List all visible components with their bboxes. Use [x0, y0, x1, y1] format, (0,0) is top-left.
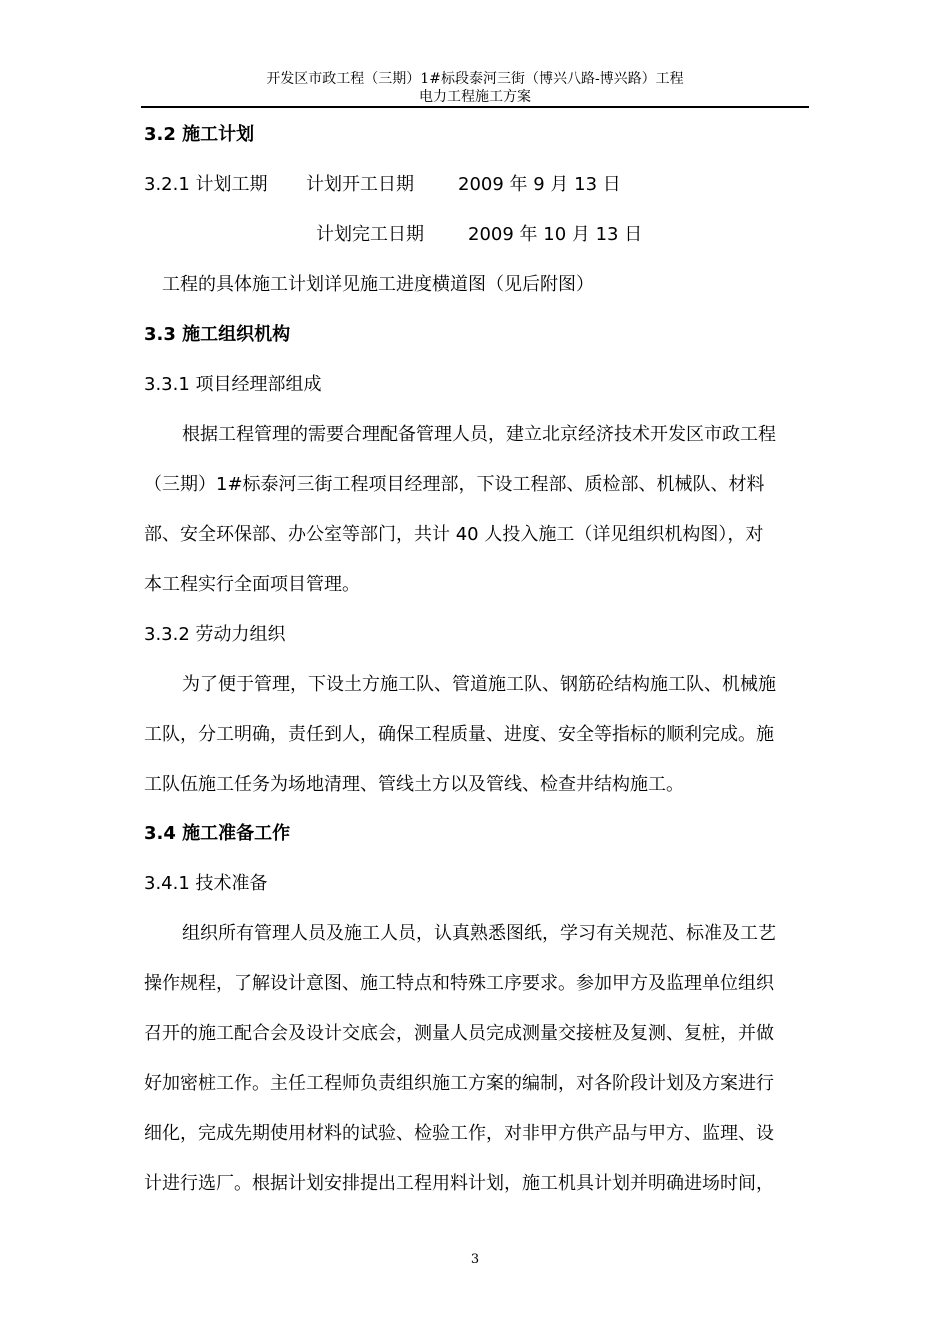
- plan-duration-label: 3.2.1 计划工期: [144, 174, 268, 195]
- plan-end-label: 计划完工日期: [316, 224, 424, 245]
- section-heading-3-4: 3.4 施工准备工作: [144, 823, 291, 844]
- section-heading-3-3: 3.3 施工组织机构: [144, 324, 291, 345]
- page-number: 3: [470, 1252, 480, 1267]
- plan-end-date: 2009 年 10 月 13 日: [468, 224, 643, 245]
- paragraph-line: 召开的施工配合会及设计交底会，测量人员完成测量交接桩及复测、复桩，并做: [144, 1023, 774, 1044]
- paragraph-line: 操作规程，了解设计意图、施工特点和特殊工序要求。参加甲方及监理单位组织: [144, 973, 774, 994]
- plan-note: 工程的具体施工计划详见施工进度横道图（见后附图）: [162, 274, 594, 295]
- plan-start-date: 2009 年 9 月 13 日: [458, 174, 621, 195]
- paragraph-line: 本工程实行全面项目管理。: [144, 574, 360, 595]
- paragraph-line: 为了便于管理，下设土方施工队、管道施工队、钢筋砼结构施工队、机械施: [182, 674, 776, 695]
- paragraph-line: 细化，完成先期使用材料的试验、检验工作，对非甲方供产品与甲方、监理、设: [144, 1123, 774, 1144]
- paragraph-line: 组织所有管理人员及施工人员，认真熟悉图纸，学习有关规范、标准及工艺: [182, 923, 776, 944]
- section-heading-3-2: 3.2 施工计划: [144, 124, 255, 145]
- paragraph-line: （三期）1#标泰河三街工程项目经理部，下设工程部、质检部、机械队、材料: [144, 474, 765, 495]
- header-title-line1: 开发区市政工程（三期）1#标段泰河三街（博兴八路-博兴路）工程: [266, 71, 684, 87]
- paragraph-line: 好加密桩工作。主任工程师负责组织施工方案的编制，对各阶段计划及方案进行: [144, 1073, 774, 1094]
- paragraph-line: 计进行选厂。根据计划安排提出工程用料计划，施工机具计划并明确进场时间，: [144, 1173, 774, 1194]
- subsection-heading-3-3-1: 3.3.1 项目经理部组成: [144, 374, 322, 395]
- subsection-heading-3-4-1: 3.4.1 技术准备: [144, 873, 268, 894]
- header-title-line2: 电力工程施工方案: [419, 89, 531, 105]
- paragraph-line: 根据工程管理的需要合理配备管理人员，建立北京经济技术开发区市政工程: [182, 424, 776, 445]
- header-divider: [141, 106, 809, 108]
- plan-start-label: 计划开工日期: [306, 174, 414, 195]
- paragraph-line: 工队伍施工任务为场地清理、管线土方以及管线、检查井结构施工。: [144, 774, 684, 795]
- plan-row-start: [144, 173, 268, 197]
- paragraph-line: 部、安全环保部、办公室等部门，共计 40 人投入施工（详见组织机构图），对: [144, 524, 764, 545]
- subsection-heading-3-3-2: 3.3.2 劳动力组织: [144, 624, 286, 645]
- paragraph-line: 工队，分工明确，责任到人，确保工程质量、进度、安全等指标的顺利完成。施: [144, 724, 774, 745]
